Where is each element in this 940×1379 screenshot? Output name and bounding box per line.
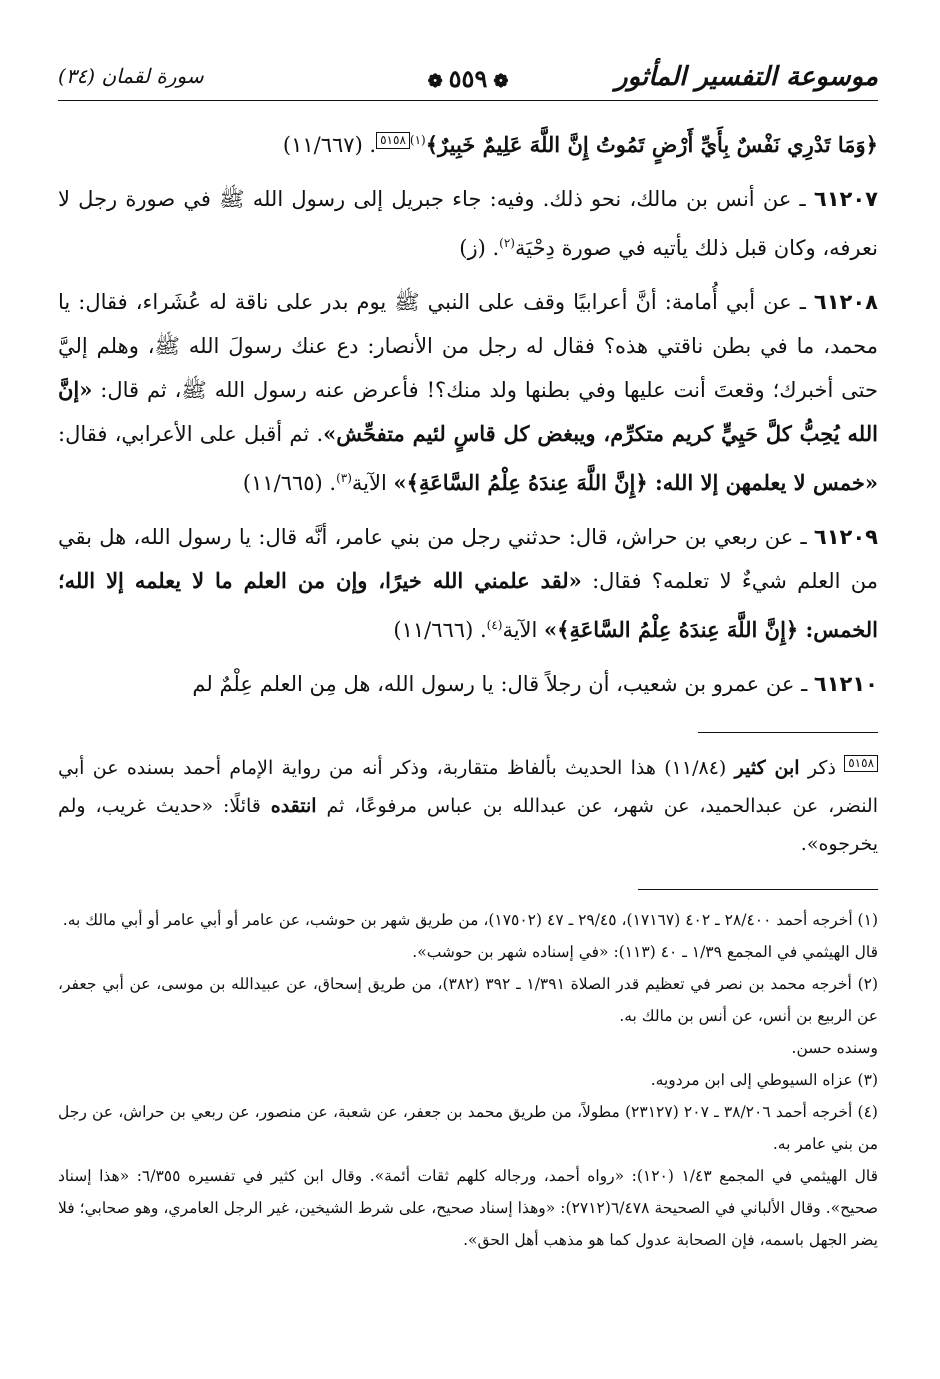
prophetic-saying: «إنَّ الله يُحِبُّ كلَّ حَيِيٍّ كريم متكرِّم، ويبغض كل قاسٍ لئيم متفحِّش»	[58, 377, 878, 446]
footnote: قال الهيثمي في المجمع ١/٣٩ ـ ٤٠ (١١٣): «في إسناده شهر بن حوشب».	[412, 943, 878, 961]
hadith-text: الآية	[502, 618, 545, 642]
verse-line	[58, 118, 878, 167]
commentary-note	[58, 749, 878, 863]
commentary-ref-badge: ٥١٥٨	[844, 755, 878, 772]
scholar-name: ابن كثير	[734, 757, 800, 779]
hadith-text: . ثم أقبل على الأعرابي، فقال:	[58, 422, 324, 446]
prophetic-saying: «لقد علمني الله خيرًا، وإن من العلم ما لا يعلمه إلا الله؛ الخمس: ﴿إِنَّ اللَّهَ عِندَهُ عِلْمُ السَّاعَةِ﴾»	[58, 568, 878, 642]
commentary-ref-badge: ٥١٥٨	[376, 132, 410, 149]
page-header	[58, 58, 878, 102]
commentary-separator	[698, 732, 878, 733]
hadith-61208	[58, 280, 878, 505]
hadith-text: ـ عن ربعي بن حراش، قال: حدثني رجل من بني عامر، أنَّه قال: يا رسول الله، هل بقي من العلم شيءٌ لا تعلمه؟ فقال:	[58, 525, 878, 593]
footnote-marker: (١)	[409, 133, 426, 147]
hadith-text: ـ عن أبي أُمامة: أنَّ أعرابيًا وقف على النبي ﷺ يوم بدر على ناقة له عُشَراء، فقال: يا محمد، ما في بطن ناقتي هذه؟ فقال له رجل من الأنصار: دع عنك رسولَ الله ﷺ، وهلم إليَّ حتى أخبرك؛ وقعتَ أنت عليها وفي بطنها ولد منك؟! فأعرض عنه رسول الله ﷺ، ثم قال:	[58, 290, 878, 402]
critique-word: انتقده	[270, 795, 317, 817]
hadith-number: ٦١٢٠٨	[813, 290, 878, 314]
page-number: ٥٥٩	[448, 64, 488, 93]
hadith-text: الآية	[351, 471, 394, 495]
quran-verse: ﴿وَمَا تَدْرِي نَفْسٌ بِأَيِّ أَرْضٍ تَمُوتُ إِنَّ اللَّهَ عَلِيمٌ خَبِيرٌ﴾	[425, 132, 878, 157]
footnote-marker: (٤)	[486, 618, 503, 632]
footnote: وسنده حسن.	[791, 1039, 878, 1057]
header-rule	[58, 100, 878, 101]
commentary-text: ذكر	[799, 757, 845, 779]
hadith-number: ٦١٢٠٩	[813, 525, 878, 549]
hadith-61209	[58, 515, 878, 652]
footnotes	[58, 904, 878, 1256]
footnote-marker: (٣)	[336, 471, 352, 485]
citation: . (١١/٦٦٦)	[393, 618, 487, 642]
footnote: (٢) أخرجه محمد بن نصر في تعظيم قدر الصلاة ١/٣٩١ ـ ٣٩٢ (٣٨٢)، من طريق إسحاق، عن عبيدالله بن موسى، عن أبي جعفر، عن الربيع بن أنس، عن أنس بن مالك به.	[58, 975, 879, 1025]
commentary-text: قائلًا: «حديث غريب، ولم يخرجوه».	[58, 795, 878, 855]
footnote: (٣) عزاه السيوطي إلى ابن مردويه.	[650, 1071, 878, 1089]
citation: . (١١/٦٦٥)	[242, 471, 337, 495]
hadith-61210	[58, 662, 878, 706]
footnote: (٤) أخرجه أحمد ٣٨/٢٠٦ ـ ٢٠٧ (٢٣١٢٧) مطولاً، من طريق محمد بن جعفر، عن شعبة، عن منصور، عن ربعي بن حراش، عن رجل من بني عامر به.	[58, 1103, 878, 1153]
prophetic-saying: «خمس لا يعلمهن إلا الله: ﴿إِنَّ اللَّهَ عِندَهُ عِلْمُ السَّاعَةِ﴾»	[393, 470, 878, 495]
sura-name: سورة لقمان (٣٤)	[58, 64, 204, 88]
page-number-group	[422, 64, 515, 93]
footnote: قال الهيثمي في المجمع ١/٤٣ (١٢٠): «رواه أحمد، ورجاله كلهم ثقات أئمة». وقال ابن كثير في تفسيره ٦/٣٥٥: «هذا إسناد صحيح». وقال الألباني في الصحيحة ٦/٤٧٨(٢٧١٢): «وهذا إسناد صحيح، على شرط الشيخين، غير الرجل العامري، وهو صحابي؛ فلا يضر الجهل باسمه، فإن الصحابة عدول كما هو مذهب أهل الحق».	[58, 1167, 879, 1249]
hadith-text: ـ عن أنس بن مالك، نحو ذلك. وفيه: جاء جبريل إلى رسول الله ﷺ في صورة رجل لا نعرفه، وكان قبل ذلك يأتيه في صورة دِحْيَة	[58, 187, 878, 260]
commentary-text: (١١/٨٤) هذا الحديث بألفاظ متقاربة، وذكر أنه من رواية الإمام أحمد بسنده عن أبي النضر، عن عبدالحميد، عن شهر، عن عبدالله بن عباس مرفوعًا، ثم	[58, 757, 878, 817]
hadith-number: ٦١٢٠٧	[813, 187, 878, 211]
hadith-number: ٦١٢١٠	[813, 672, 878, 696]
page	[58, 58, 878, 1256]
citation: . (١١/٦٦٧)	[282, 133, 377, 157]
main-text	[58, 118, 878, 706]
hadith-text: ـ عن عمرو بن شعيب، أن رجلاً قال: يا رسول الله، هل مِن العلم عِلْمٌ لم	[192, 672, 814, 696]
footnote: (١) أخرجه أحمد ٢٨/٤٠٠ ـ ٤٠٢ (١٧١٦٧)، ٢٩/٤٥ ـ ٤٧ (١٧٥٠٢)، من طريق شهر بن حوشب، عن عامر أو أبي عامر أو أبي مالك به.	[62, 911, 878, 929]
footnotes-separator	[638, 889, 878, 890]
footnote-marker: (٢)	[499, 236, 515, 250]
book-title: موسوعة التفسير المأثور	[615, 62, 878, 92]
ornament-icon: ❁	[493, 71, 509, 92]
ornament-icon: ❁	[427, 71, 443, 92]
hadith-61207	[58, 177, 878, 270]
citation: . (ز)	[459, 236, 500, 260]
